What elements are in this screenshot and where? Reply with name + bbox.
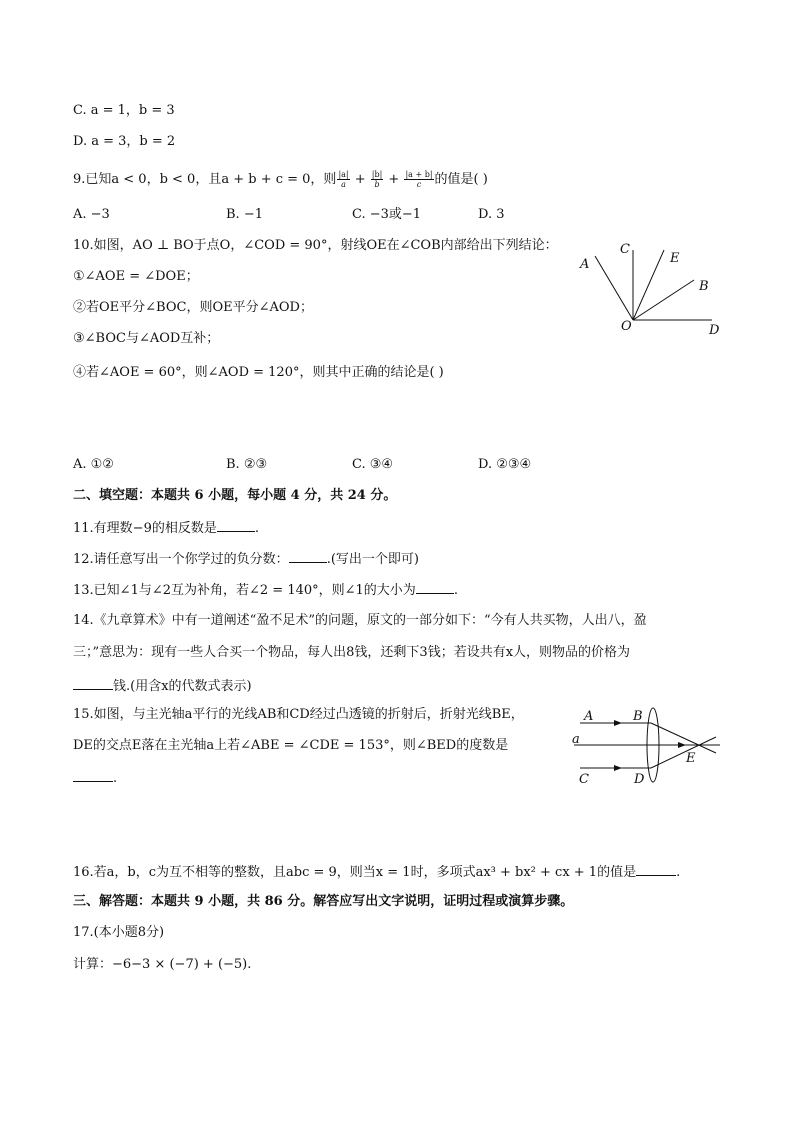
q13-answer-blank[interactable] <box>416 580 454 594</box>
q9-stem-b: 的值是( ) <box>434 172 488 187</box>
q9-plus-1: + <box>350 172 370 187</box>
q13-text: 13.已知∠1与∠2互为补角，若∠2 = 140°，则∠1的大小为 <box>73 583 416 598</box>
q11-text: 11.有理数−9的相反数是 <box>73 521 217 536</box>
q15-line-3 <box>73 768 117 788</box>
q11 <box>73 518 259 538</box>
q9-stem-a: 9.已知a < 0，b < 0，且a + b + c = 0，则 <box>73 172 337 187</box>
q10-stem: 10.如图，AO ⊥ BO于点O，∠COD = 90°，射线OE在∠COB内部给出下列结论： <box>73 238 558 253</box>
q14-line-1: 14.《九章算术》中有一道阐述“盈不足术”的问题，原文的一部分如下：“今有人共买物，人出八，盈 <box>73 613 647 628</box>
q9-frac-2-den: b <box>374 180 380 189</box>
q17-title: 17.(本小题8分) <box>73 925 165 940</box>
q14-text-3: 钱.(用含x的代数式表示) <box>113 679 252 694</box>
q10-option-d: D. ②③④ <box>478 457 532 472</box>
label-e: E <box>670 251 680 266</box>
q15-figure <box>566 702 726 794</box>
section-2-heading: 二、填空题：本题共 6 小题，每小题 4 分，共 24 分。 <box>73 488 397 503</box>
q9-option-b: B. −1 <box>226 207 263 222</box>
q15-answer-blank[interactable] <box>73 768 113 782</box>
label-axis-a: a <box>572 732 580 747</box>
ray-de <box>651 737 716 768</box>
q9-frac-2 <box>371 170 384 189</box>
q9-frac-3 <box>404 170 433 189</box>
section-3-heading: 三、解答题：本题共 9 小题，共 86 分。解答应写出文字说明，证明过程或演算步骤。 <box>73 894 574 909</box>
q10-statement-4: ④若∠AOE = 60°，则∠AOD = 120°，则其中正确的结论是( ) <box>73 365 444 380</box>
q17-body: 计算：−6−3 × (−7) + (−5). <box>73 957 252 972</box>
q10-option-c: C. ③④ <box>352 457 394 472</box>
label-c: C <box>620 242 630 257</box>
q12-end: .(写出一个即可) <box>326 552 419 567</box>
q10-statement-1: ①∠AOE = ∠DOE； <box>73 269 199 284</box>
arrow-cd <box>614 765 622 771</box>
label-b: B <box>633 709 643 724</box>
q12-text: 12.请任意写出一个你学过的负分数： <box>73 552 289 567</box>
ray-oa <box>595 256 633 320</box>
q12-answer-blank[interactable] <box>289 549 327 563</box>
q14-answer-blank[interactable] <box>73 676 113 690</box>
q14-line-2: 三；”意思为：现有一些人合买一个物品，每人出8钱，还剩下3钱；若设共有x人，则物品的价格为 <box>73 645 631 660</box>
q16 <box>73 862 680 882</box>
q16-end: . <box>676 865 681 880</box>
q10-figure <box>570 236 730 340</box>
q9-frac-1-num: |a| <box>338 170 349 179</box>
q9-stem <box>73 170 488 189</box>
label-a: A <box>584 709 594 724</box>
q9-frac-1 <box>337 170 349 189</box>
q9-option-a: A. −3 <box>73 207 110 222</box>
q13-end: . <box>453 583 458 598</box>
label-o: O <box>621 319 632 334</box>
q13 <box>73 580 458 600</box>
q9-plus-2: + <box>384 172 404 187</box>
q15-line-1: 15.如图，与主光轴a平行的光线AB和CD经过凸透镜的折射后，折射光线BE， <box>73 707 524 722</box>
q10-statement-2: ②若OE平分∠BOC，则OE平分∠AOD； <box>73 300 313 315</box>
label-d: D <box>634 772 645 787</box>
q16-answer-blank[interactable] <box>636 862 676 876</box>
q15-text-3: . <box>113 771 118 786</box>
q15-line-2: DE的交点E落在主光轴a上若∠ABE = ∠CDE = 153°，则∠BED的度数是 <box>73 738 509 753</box>
q9-frac-3-num: |a + b| <box>405 170 433 179</box>
arrow-ab <box>614 720 622 726</box>
ray-be <box>651 723 716 753</box>
q11-end: . <box>254 521 259 536</box>
q8-option-c: C. a = 1，b = 3 <box>73 103 175 118</box>
arrow-axis <box>678 742 686 748</box>
q9-frac-2-num: |b| <box>371 170 383 179</box>
q10-statement-3: ③∠BOC与∠AOD互补； <box>73 331 220 346</box>
q9-option-d: D. 3 <box>478 207 505 222</box>
q11-answer-blank[interactable] <box>217 518 255 532</box>
q16-text: 16.若a，b，c为互不相等的整数，且abc = 9，则当x = 1时，多项式ax³ + bx² + cx + 1的值是 <box>73 865 637 880</box>
label-a: A <box>580 257 590 272</box>
label-e: E <box>686 751 696 766</box>
q12 <box>73 549 419 569</box>
q10-option-b: B. ②③ <box>226 457 268 472</box>
q8-option-d: D. a = 3，b = 2 <box>73 134 176 149</box>
q10-option-a: A. ①② <box>73 457 114 472</box>
label-d: D <box>709 323 720 338</box>
q14-line-3 <box>73 676 252 696</box>
q9-frac-3-den: c <box>416 180 422 189</box>
label-c: C <box>579 772 589 787</box>
label-b: B <box>699 279 709 294</box>
q9-frac-1-den: a <box>341 180 346 189</box>
q9-option-c: C. −3或−1 <box>352 207 422 222</box>
